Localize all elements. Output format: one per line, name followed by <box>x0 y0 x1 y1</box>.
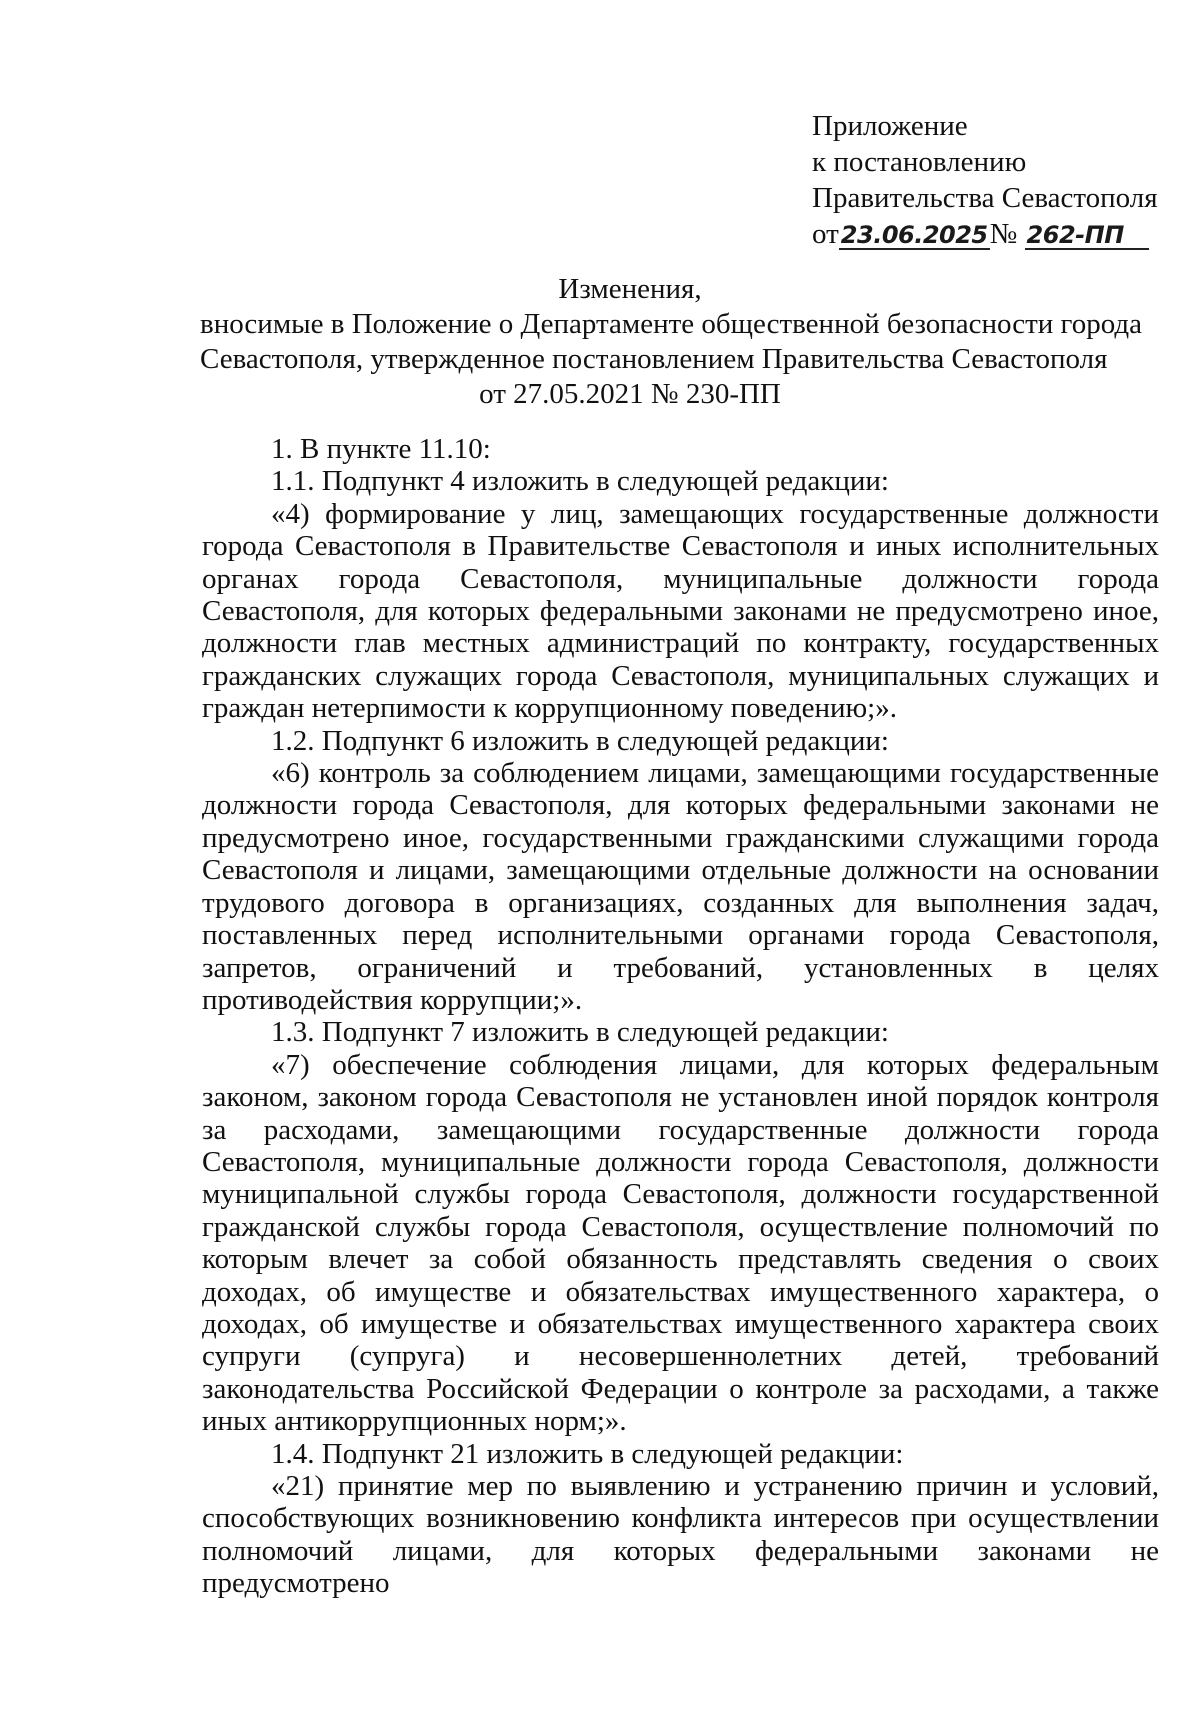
number-sign: № <box>989 218 1018 250</box>
paragraph-subitem-6: «6) контроль за соблюдением лицами, замещающими государственные должности города Севастополя, для которых федеральными законами не предусмотрено иное, государственными гражданскими служащими города Севастополя и лицами, замещающими отдельные должности на основании трудового договора в организациях, созданных для выполнения задач, поставленных перед исполнительными органами города Севастополя, запретов, ограничений и требований, установленных в целях противодействия коррупции;». <box>202 757 1159 1016</box>
date-number-line <box>812 216 1158 252</box>
resolution-reference: к постановлению <box>812 146 1027 178</box>
date-prefix: от <box>812 218 839 250</box>
title-line-4: от 27.05.2021 № 230-ПП <box>479 378 781 410</box>
title-line-1: Изменения, <box>558 273 702 305</box>
paragraph-1-4: 1.4. Подпункт 21 изложить в следующей редакции: <box>271 1437 904 1470</box>
document-title <box>200 272 1143 412</box>
handwritten-number: 262-ПП <box>1025 222 1149 250</box>
paragraph-1: 1. В пункте 11.10: <box>271 433 491 465</box>
handwritten-date: 23.06.2025 <box>840 221 988 249</box>
paragraph-1-3: 1.3. Подпункт 7 изложить в следующей редакции: <box>271 1016 889 1049</box>
paragraph-subitem-4: «4) формирование у лиц, замещающих государственные должности города Севастополя в Правительстве Севастополя и иных исполнительных органах города Севастополя, муниципальные должности города Севастополя, для которых федеральными законами не предусмотрено иное, должности глав местных администраций по контракту, государственных гражданских служащих города Севастополя, муниципальных служащих и граждан нетерпимости к коррупционному поведению;». <box>202 497 1159 725</box>
paragraph-subitem-21: «21) принятие мер по выявлению и устранению причин и условий, способствующих возникновению конфликта интересов при осуществлении полномочий лицами, для которых федеральными законами не предусмотрено <box>202 1470 1159 1600</box>
paragraph-subitem-7: «7) обеспечение соблюдения лицами, для которых федеральным законом, законом города Севастополя не установлен иной порядок контроля за расходами, замещающими государственные должности города Севастополя, муниципальные должности города Севастополя, должности муниципальной службы города Севастополя, должности государственной гражданской службы города Севастополя, осуществление полномочий по которым влечет за собой обязанность представлять сведения о своих доходах, об имуществе и обязательствах имущественного характера, о доходах, об имуществе и обязательствах имущественного характера своих супруги (супруга) и несовершеннолетних детей, требований законодательства Российской Федерации о контроле за расходами, а также иных антикоррупционных норм;». <box>202 1048 1159 1438</box>
document-body <box>202 433 1159 1600</box>
title-line-2: вносимые в Положение о Департаменте общественной безопасности города <box>200 308 1143 340</box>
paragraph-1-2: 1.2. Подпункт 6 изложить в следующей редакции: <box>271 724 889 757</box>
paragraph-1-1: 1.1. Подпункт 4 изложить в следующей редакции: <box>271 465 889 498</box>
appendix-header <box>812 108 1158 252</box>
appendix-label: Приложение <box>812 110 968 142</box>
issuing-authority: Правительства Севастополя <box>812 182 1158 214</box>
title-line-3: Севастополя, утвержденное постановлением Правительства Севастополя <box>200 343 1108 375</box>
